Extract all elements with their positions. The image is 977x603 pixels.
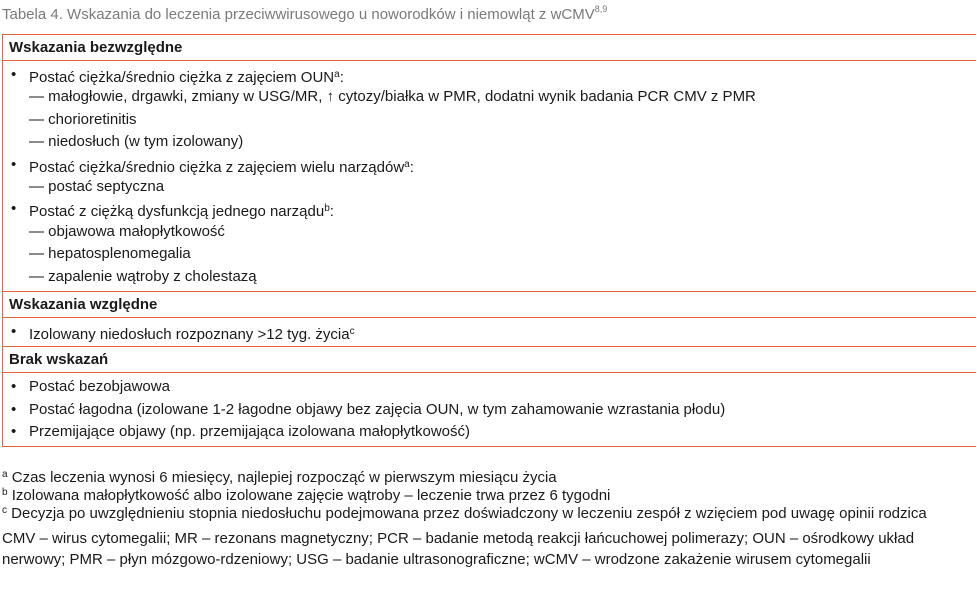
footnote-mark: a [2, 469, 8, 480]
bullet-item [9, 321, 970, 343]
section-body [3, 318, 976, 347]
bullet-text [29, 321, 355, 346]
item-text: Postać ciężka/średnio ciężka z zajęciem OUN [29, 69, 335, 86]
bullet-text [29, 399, 725, 421]
footnote-ref: c [349, 325, 355, 337]
section-header: Brak wskazań [3, 347, 976, 373]
caption-text: Tabela 4. Wskazania do leczenia przeciwwirusowego u noworodków i niemowląt z wCMV [2, 6, 595, 23]
sub-item-text: — zapalenie wątroby z cholestazą [29, 267, 257, 285]
sub-item [9, 131, 970, 153]
footnote-ref: b [324, 203, 330, 215]
bullet-item [9, 399, 970, 421]
footnote-ref: a [334, 69, 340, 80]
bullet-text [29, 421, 470, 443]
item-text: Izolowany niedosłuch rozpoznany >12 tyg. życia [29, 325, 350, 343]
bullet-item [9, 64, 970, 86]
sub-item-text: — postać septyczna [29, 177, 165, 195]
footnote-text: Decyzja po uwzględnieniu stopnia niedosłuchu podejmowana przez doświadczony w leczeniu zespół z wzięciem pod uwagę opinii rodzica [11, 505, 927, 522]
bullet-mark: • [11, 400, 17, 418]
sub-item-text: — hepatosplenomegalia [29, 245, 191, 263]
item-text: Postać ciężka/średnio ciężka z zajęciem wielu narządów [29, 158, 405, 176]
bullet-mark: • [11, 378, 17, 396]
footnote [2, 484, 977, 502]
bullet-mark: • [11, 423, 17, 441]
sub-item [9, 176, 970, 198]
sub-item [9, 243, 970, 265]
sub-item-text: — chorioretinitis [29, 110, 137, 128]
sub-item-text: — małogłowie, drgawki, zmiany w USG/MR, ↑ cytozy/białka w PMR, dodatni wynik badania PCR CMV z PMR [29, 88, 756, 106]
item-text: Postać bezobjawowa [29, 378, 170, 396]
bullet-mark: • [11, 200, 17, 218]
footnote-text: Izolowana małopłytkowość albo izolowane zajęcie wątroby – leczenie trwa przez 6 tygodni [11, 487, 611, 504]
section-header: Wskazania względne [3, 292, 976, 318]
bullet-item [9, 154, 970, 176]
footnote-ref: a [404, 158, 410, 170]
item-tail: : [339, 69, 344, 86]
footnote-mark: b [2, 487, 8, 498]
footnote [2, 502, 977, 520]
indications-table [2, 34, 976, 447]
footnote [2, 466, 977, 484]
bullet-mark: • [11, 66, 17, 83]
bullet-text [29, 376, 170, 398]
section-body [3, 61, 976, 292]
abbreviations: CMV – wirus cytomegalii; MR – rezonans magnetyczny; PCR – badanie metodą reakcji łańcuchowej polimerazy; OUN – ośrodkowy układ nerwowy; PMR – płyn mózgowo-rdzeniowy; USG – badanie ultrasonograficzne; wCMV – wrodzone zakażenie wirusem cytomegalii [2, 530, 915, 568]
footnotes [2, 466, 977, 520]
sub-item-text: — objawowa małopłytkowość [29, 222, 225, 240]
bullet-mark: • [11, 322, 17, 340]
item-text: Postać łagodna (izolowane 1-2 łagodne objawy bez zajęcia OUN, w tym zahamowanie wzrastania płodu) [29, 400, 726, 418]
sub-item [9, 86, 970, 108]
caption-refs: 8,9 [594, 4, 608, 14]
section-body [3, 373, 976, 446]
sub-item-text: — niedosłuch (w tym izolowany) [29, 133, 244, 151]
item-tail: : [329, 203, 334, 221]
sub-item [9, 266, 970, 288]
item-tail: : [409, 158, 414, 176]
item-text: Postać z ciężką dysfunkcją jednego narządu [29, 203, 325, 221]
bullet-item [9, 421, 970, 443]
bullet-mark: • [11, 155, 17, 173]
sub-item [9, 221, 970, 243]
section-header: Wskazania bezwzględne [3, 35, 976, 61]
footnote-text: Czas leczenia wynosi 6 miesięcy, najlepiej rozpocząć w pierwszym miesiącu życia [11, 469, 557, 486]
bullet-item [9, 198, 970, 220]
bullet-item [9, 376, 970, 398]
item-text: Przemijające objawy (np. przemijająca izolowana małopłytkowość) [29, 423, 471, 441]
footnote-mark: c [2, 505, 7, 516]
table-caption [2, 4, 607, 23]
sub-item [9, 109, 970, 131]
